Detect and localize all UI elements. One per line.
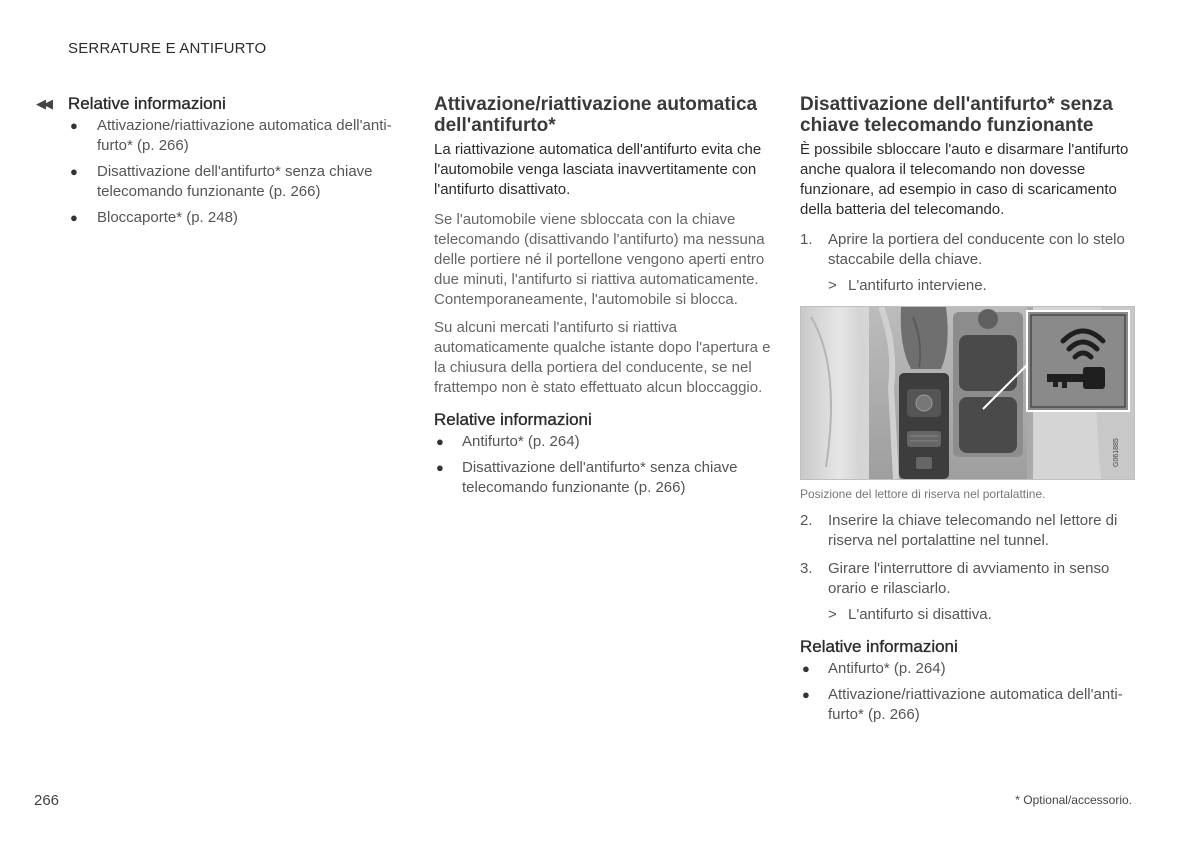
related-info-block [434, 410, 774, 498]
related-link[interactable]: ● Bloccaporte* (p. 248) [70, 209, 238, 226]
section-lead: La riattivazione automatica dell'antifurto evita che l'automobile venga lasciata inavvertitamente con l'antifurto disattivato. [434, 141, 762, 198]
bullet-icon: ● [70, 118, 78, 133]
step-number: 1. [800, 231, 813, 248]
result-marker: > [828, 606, 837, 623]
section-title-deactivation: Disattivazione dell'antifurto* senza chiave telecomando funzionante [800, 94, 1113, 136]
section-title-auto-reactivation: Attivazione/riattivazione automatica dell'antifurto* [434, 94, 758, 136]
related-link[interactable]: ● Attivazione/riattivazione automatica dell'anti-furto* (p. 266) [70, 117, 392, 154]
related-link[interactable]: ● Disattivazione dell'antifurto* senza chiave telecomando funzionante (p. 266) [436, 459, 738, 496]
bullet-icon: ● [70, 164, 78, 179]
middle-column [434, 94, 774, 504]
step-item [800, 230, 1136, 270]
related-info-list [800, 659, 1136, 725]
step-text: Girare l'interruttore di avviamento in senso orario e rilasciarlo. [828, 560, 1110, 597]
related-info-title: Relative informazioni [68, 94, 226, 113]
related-link[interactable]: ● Disattivazione dell'antifurto* senza chiave telecomando funzionante (p. 266) [70, 163, 373, 200]
bullet-icon: ● [802, 687, 810, 702]
step-result [800, 605, 1136, 625]
steps-list [800, 511, 1136, 599]
related-info-title: Relative informazioni [434, 410, 592, 429]
right-column [800, 94, 1136, 731]
step-number: 3. [800, 560, 813, 577]
bullet-icon: ● [70, 210, 78, 225]
double-chevron-left-icon[interactable]: ◀◀ [36, 96, 50, 111]
bullet-icon: ● [436, 434, 444, 449]
step-text: Aprire la portiera del conducente con lo stelo staccabile della chiave. [828, 231, 1125, 268]
running-header: SERRATURE E ANTIFURTO [68, 40, 267, 57]
result-text: L'antifurto si disattiva. [848, 606, 992, 623]
car-console-illustration [801, 307, 1134, 479]
related-info-title: Relative informazioni [800, 637, 958, 656]
cupholder-reader-figure [800, 306, 1135, 480]
related-link[interactable]: ● Antifurto* (p. 264) [802, 660, 946, 677]
body-paragraph: Su alcuni mercati l'antifurto si riattiva automaticamente qualche istante dopo l'apertura e la chiusura della portiera del conducente, se nel frattempo non è stato effettuato alcun bloccaggio. [434, 319, 771, 396]
step-text: Inserire la chiave telecomando nel lettore di riserva nel portalattine nel tunnel. [828, 512, 1118, 549]
related-link[interactable]: ● Antifurto* (p. 264) [436, 433, 580, 450]
related-info-list [36, 116, 406, 228]
step-number: 2. [800, 512, 813, 529]
bullet-icon: ● [436, 460, 444, 475]
figure-caption: Posizione del lettore di riserva nel portalattine. [800, 487, 1046, 501]
left-column [36, 94, 406, 234]
section-lead: È possibile sbloccare l'auto e disarmare l'antifurto anche qualora il telecomando non dovesse funzionare, ad esempio in caso di scaricamento della batteria del telecomando. [800, 141, 1129, 218]
figure-code: G061885 [1113, 438, 1120, 467]
steps-list [800, 230, 1136, 270]
related-info-block [800, 637, 1136, 725]
related-info-list [434, 432, 774, 498]
footnote: * Optional/accessorio. [1015, 793, 1132, 807]
body-paragraph: Se l'automobile viene sbloccata con la chiave telecomando (disattivando l'antifurto) ma nessuna delle portiere né il portellone vengono aperti entro due minuti, l'antifurto si riattiva automaticamente. Contemporaneamente, l'automobile si blocca. [434, 211, 765, 308]
related-link[interactable]: ● Attivazione/riattivazione automatica dell'anti-furto* (p. 266) [802, 686, 1123, 723]
step-item [800, 559, 1136, 599]
step-item [800, 511, 1136, 551]
step-result [800, 276, 1136, 296]
result-text: L'antifurto interviene. [848, 277, 987, 294]
result-marker: > [828, 277, 837, 294]
bullet-icon: ● [802, 661, 810, 676]
page-number: 266 [34, 792, 60, 809]
